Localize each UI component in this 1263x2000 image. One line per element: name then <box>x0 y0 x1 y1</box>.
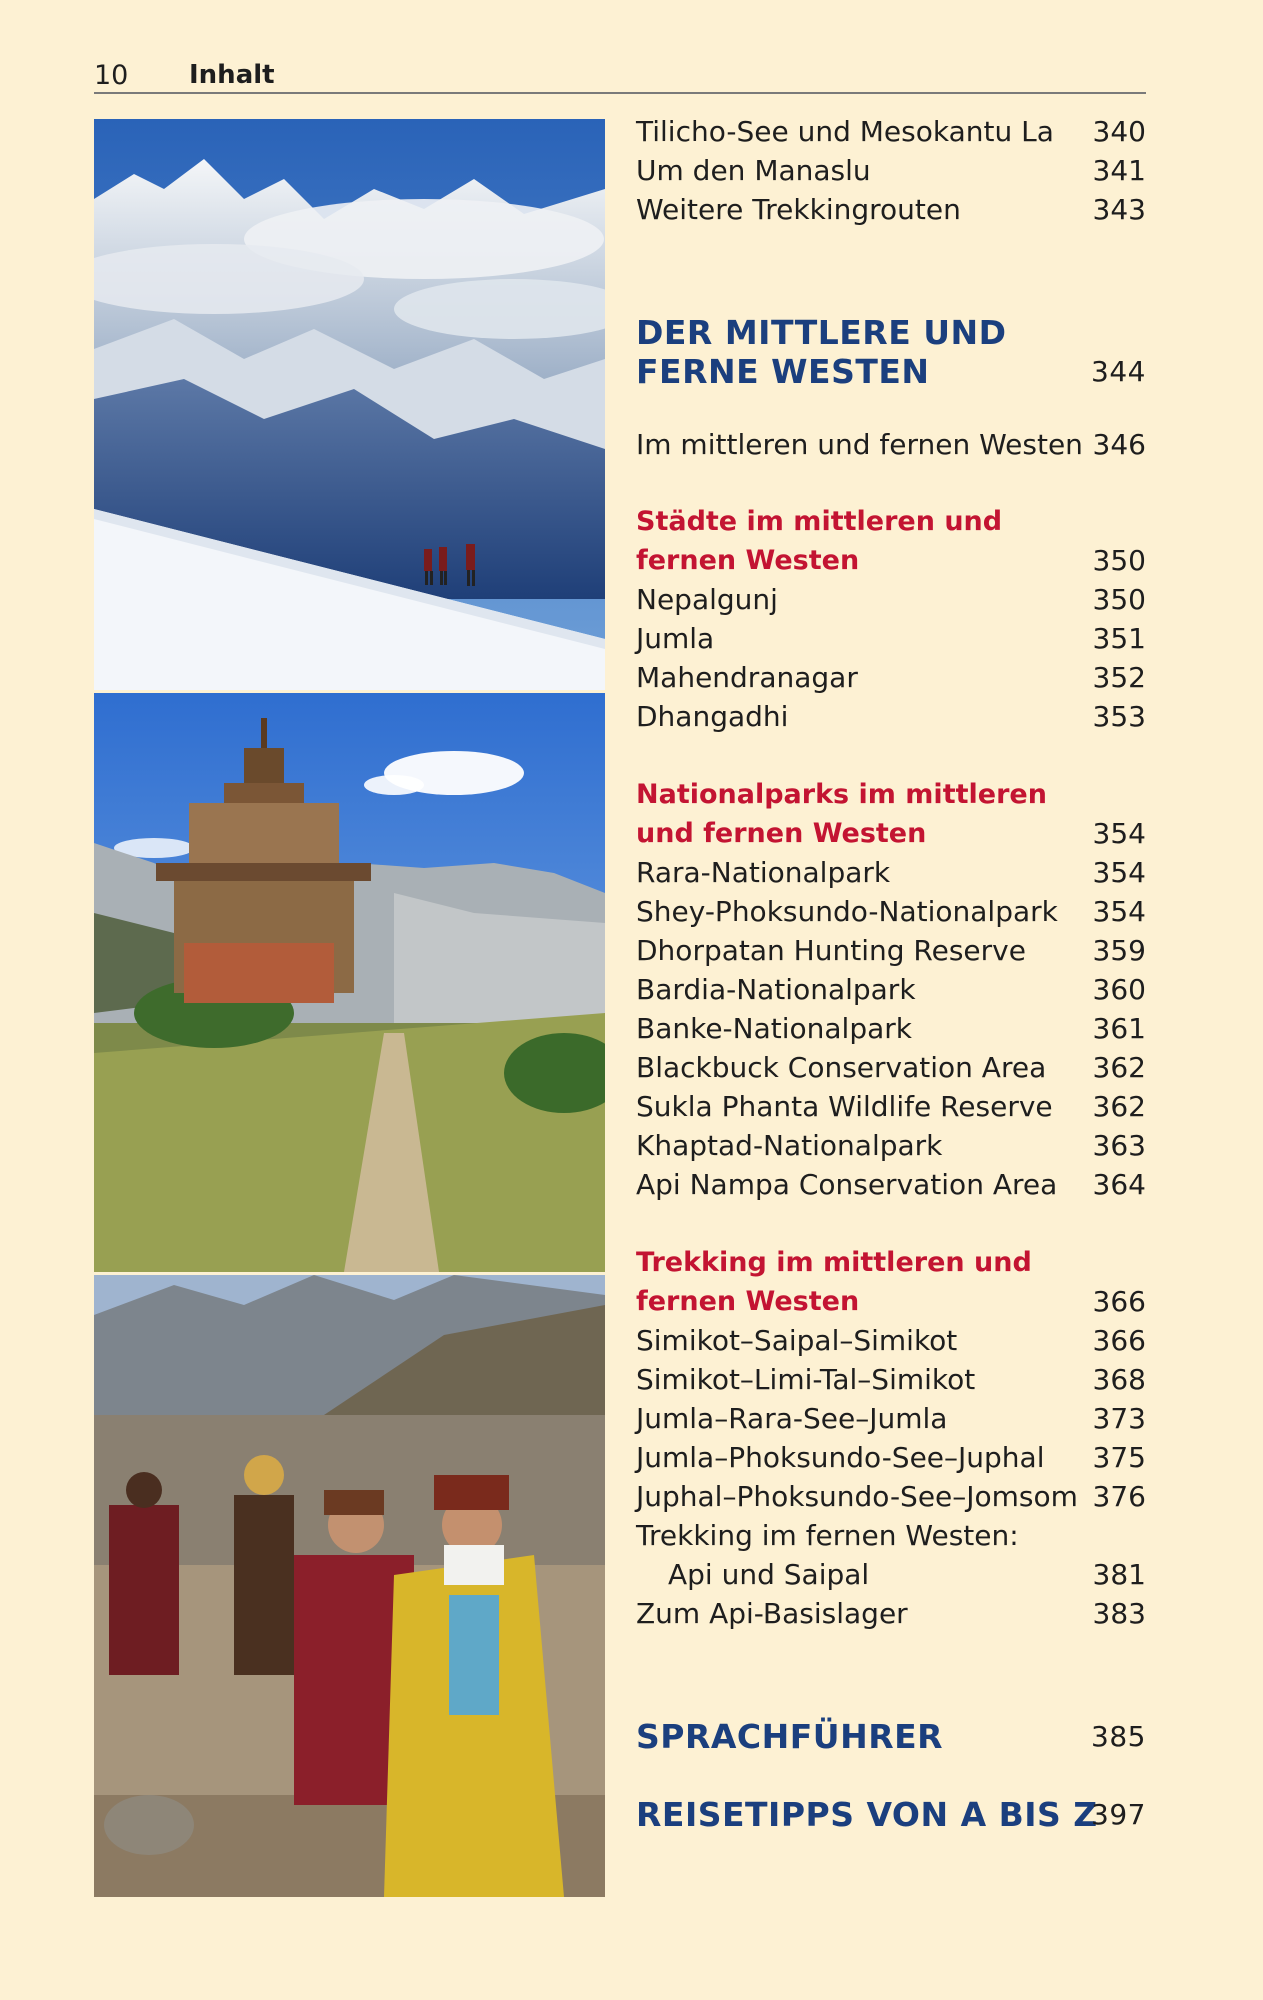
toc-entry[interactable]: Jumla 351 <box>636 622 1146 655</box>
toc-entry[interactable]: Shey-Phoksundo-Nationalpark 354 <box>636 895 1146 928</box>
chapter-heading-reisetipps[interactable]: REISETIPPS VON A BIS Z 397 <box>636 1795 1146 1834</box>
toc-entry[interactable]: Um den Manaslu 341 <box>636 154 1146 187</box>
toc-entry[interactable]: Khaptad-Nationalpark 363 <box>636 1129 1146 1162</box>
section-heading-staedte[interactable]: Städte im mittleren und <box>636 506 1003 537</box>
page-number: 10 <box>94 60 129 91</box>
toc-entry[interactable]: Weitere Trekkingrouten 343 <box>636 193 1146 226</box>
header-title: Inhalt <box>189 60 275 90</box>
chapter-heading-sprachfuehrer[interactable]: SPRACHFÜHRER 385 <box>636 1717 1146 1756</box>
section-heading-staedte-line2[interactable]: fernen Westen 350 <box>636 544 1146 577</box>
mountain-trekkers-photo <box>94 119 605 690</box>
toc-entry[interactable]: Banke-Nationalpark 361 <box>636 1012 1146 1045</box>
people-traditional-dress-photo <box>94 1275 605 1897</box>
toc-entry[interactable]: Nepalgunj 350 <box>636 583 1146 616</box>
toc-entry[interactable]: Jumla–Rara-See–Jumla 373 <box>636 1402 1146 1435</box>
toc-entry[interactable]: Jumla–Phoksundo-See–Juphal 375 <box>636 1441 1146 1474</box>
toc-entry[interactable]: Blackbuck Conservation Area 362 <box>636 1051 1146 1084</box>
toc-entry[interactable]: Simikot–Limi-Tal–Simikot 368 <box>636 1363 1146 1396</box>
chapter-heading-west-line2[interactable]: FERNE WESTEN 344 <box>636 352 1146 391</box>
section-heading-nationalparks[interactable]: Nationalparks im mittleren <box>636 779 1047 810</box>
toc-entry[interactable]: Bardia-Nationalpark 360 <box>636 973 1146 1006</box>
toc-entry[interactable]: Sukla Phanta Wildlife Reserve 362 <box>636 1090 1146 1123</box>
toc-entry[interactable]: Zum Api-Basislager 383 <box>636 1597 1146 1630</box>
toc-entry[interactable]: Tilicho-See und Mesokantu La 340 <box>636 115 1146 148</box>
toc-entry[interactable]: Im mittleren und fernen Westen 346 <box>636 428 1146 461</box>
chorten-landscape-photo <box>94 693 605 1272</box>
section-heading-trekking[interactable]: Trekking im mittleren und <box>636 1247 1032 1278</box>
toc-entry[interactable]: Api und Saipal 381 <box>668 1558 1146 1591</box>
toc-entry[interactable]: Trekking im fernen Westen: <box>636 1519 1019 1552</box>
photo-column <box>94 119 605 1897</box>
toc-entry[interactable]: Juphal–Phoksundo-See–Jomsom 376 <box>636 1480 1146 1513</box>
section-heading-nationalparks-line2[interactable]: und fernen Westen 354 <box>636 817 1146 850</box>
page-header <box>94 58 1146 94</box>
toc-entry[interactable]: Dhorpatan Hunting Reserve 359 <box>636 934 1146 967</box>
toc-entry[interactable]: Dhangadhi 353 <box>636 700 1146 733</box>
toc-entry[interactable]: Simikot–Saipal–Simikot 366 <box>636 1324 1146 1357</box>
toc-entry[interactable]: Mahendranagar 352 <box>636 661 1146 694</box>
section-heading-trekking-line2[interactable]: fernen Westen 366 <box>636 1285 1146 1318</box>
toc-entry[interactable]: Api Nampa Conservation Area 364 <box>636 1168 1146 1201</box>
toc-entry[interactable]: Rara-Nationalpark 354 <box>636 856 1146 889</box>
chapter-heading-west[interactable]: DER MITTLERE UND <box>636 313 1007 352</box>
